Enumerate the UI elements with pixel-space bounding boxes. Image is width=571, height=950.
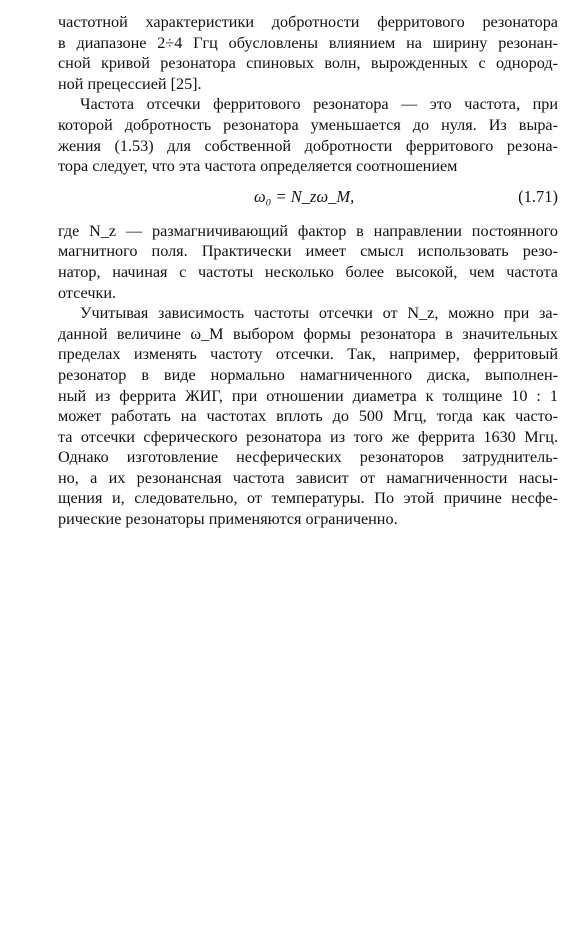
text-line: Учитывая зависимость частоты отсечки от N_z, можно при за- <box>80 304 558 323</box>
text-line: жения (1.53) для собственной добротности ферритового резона- <box>58 136 558 155</box>
paragraph-1 <box>58 12 558 94</box>
page-text <box>58 12 558 530</box>
text-line: но, а их резонансная частота зависит от намагниченности насы- <box>58 468 558 487</box>
text-line: частотной характеристики добротности ферритового резонатора <box>58 13 558 31</box>
text-line: магнитного поля. Практически имеет смысл использовать резо- <box>58 242 558 261</box>
text-line: Однако изготовление несферических резонаторов затруднитель- <box>58 448 558 467</box>
paragraph-2 <box>58 94 558 176</box>
text-line: сной кривой резонатора спиновых волн, вырожденных с однород- <box>58 54 558 73</box>
text-line: отсечки. <box>58 283 117 302</box>
text-line: рические резонаторы применяются ограниченно. <box>58 510 398 529</box>
text-line: в диапазоне 2÷4 Ггц обусловлены влиянием на ширину резонан- <box>58 33 558 52</box>
text-line: данной величине ω_M выбором формы резонатора в значительных <box>58 324 558 343</box>
text-line: щения и, следовательно, от температуры. По этой причине несфе- <box>58 489 558 508</box>
text-line: та отсечки сферического резонатора из того же феррита 1630 Мгц. <box>58 427 558 446</box>
text-line: где N_z — размагничивающий фактор в направлении постоянного <box>58 221 558 240</box>
text-line: натор, начиная с частоты несколько более высокой, чем частота <box>58 262 558 281</box>
text-line: может работать на частотах вплоть до 500 Мгц, тогда как часто- <box>58 407 558 426</box>
paragraph-3 <box>58 221 558 303</box>
text-line: которой добротность резонатора уменьшается до нуля. Из выра- <box>58 115 558 134</box>
text-line: пределах изменять частоту отсечки. Так, например, ферритовый <box>58 345 558 364</box>
equation-number: (1.71) <box>518 186 558 206</box>
text-line: ный из феррита ЖИГ, при отношении диаметра к толщине 10 : 1 <box>58 386 558 405</box>
text-line: резонатор в виде нормально намагниченного диска, выполнен- <box>58 365 558 384</box>
equation-formula: ω₀ = N_zω_M, <box>254 186 355 206</box>
text-line: ной прецессией [25]. <box>58 74 202 93</box>
text-line: тора следует, что эта частота определяется соотношением <box>58 157 458 176</box>
equation-row <box>58 181 558 215</box>
text-line: Частота отсечки ферритового резонатора — это частота, при <box>80 95 558 114</box>
paragraph-4 <box>58 303 558 530</box>
